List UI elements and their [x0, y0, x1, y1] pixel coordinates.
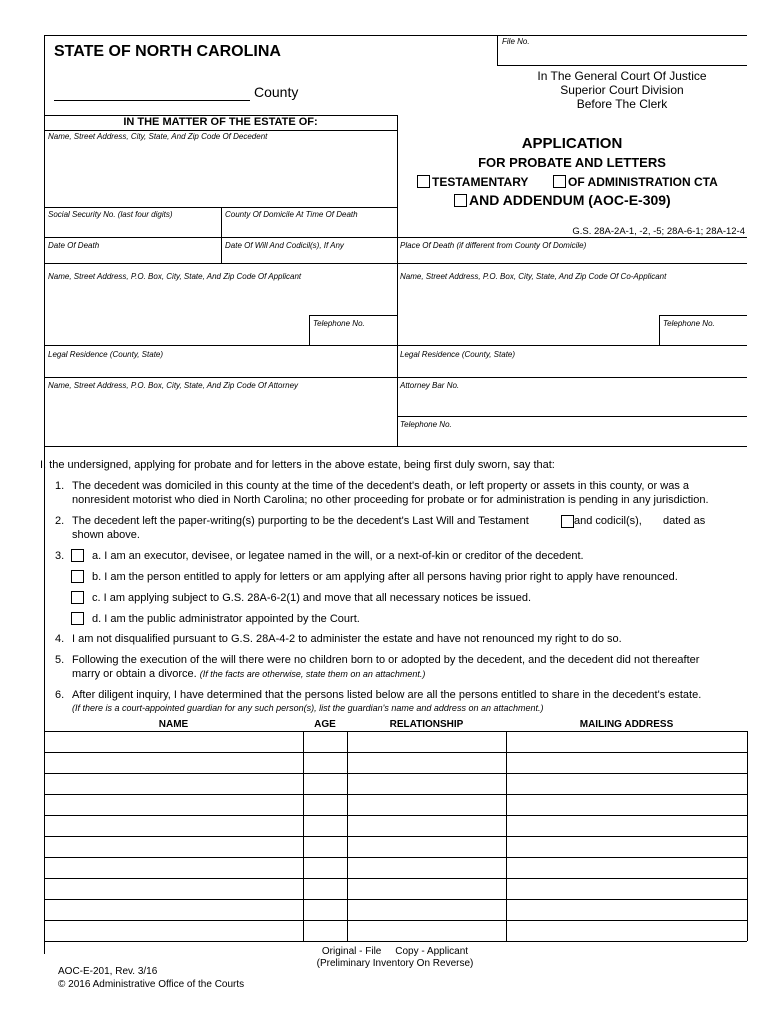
bar-no-label: Attorney Bar No.	[400, 381, 460, 390]
state-title: STATE OF NORTH CAROLINA	[54, 43, 281, 60]
item3a-checkbox[interactable]	[71, 549, 84, 562]
item3b-checkbox[interactable]	[71, 570, 84, 583]
estate-heading: IN THE MATTER OF THE ESTATE OF:	[123, 116, 318, 128]
date-of-will-label: Date Of Will And Codicil(s), If Any	[225, 241, 344, 250]
coapplicant-label: Name, Street Address, P.O. Box, City, State, And Zip Code Of Co-Applicant	[400, 272, 667, 281]
court-line-2: Superior Court Division	[560, 83, 684, 97]
domicile-label: County Of Domicile At Time Of Death	[225, 210, 358, 219]
item3d-text: d. I am the public administrator appointed by the Court.	[92, 613, 360, 625]
dated-as-label: dated as	[663, 515, 706, 527]
item5-note: (If the facts are otherwise, state them on an attachment.)	[199, 669, 426, 679]
item2-line2: shown above.	[72, 529, 140, 541]
item1-line1: The decedent was domiciled in this county at the time of the decedent's death, or left property or assets in this county, or was a	[72, 480, 690, 492]
item2-line1: The decedent left the paper-writing(s) purporting to be the decedent's Last Will and Testament	[72, 515, 529, 527]
file-no-label: File No.	[502, 37, 530, 46]
county-field-line[interactable]	[54, 100, 250, 101]
decedent-field[interactable]	[45, 145, 396, 205]
item1-number: 1.	[55, 480, 65, 492]
item3b-text: b. I am the person entitled to apply for letters or am applying after all persons having prior right to apply have renounced.	[92, 571, 678, 583]
item5-line1: Following the execution of the will there were no children born to or adopted by the decedent, and the decedent did not thereafter	[72, 654, 700, 666]
administration-cta-label: OF ADMINISTRATION CTA	[568, 175, 718, 189]
applicant-residence-label: Legal Residence (County, State)	[48, 350, 164, 359]
col-header-name: NAME	[158, 719, 189, 730]
place-of-death-label: Place Of Death (if different from County Of Domicile)	[400, 241, 587, 250]
copies-line1: Original - File Copy - Applicant	[321, 946, 469, 957]
decedent-label: Name, Street Address, City, State, And Zip Code Of Decedent	[48, 132, 268, 141]
intro-text: I, the undersigned, applying for probate and for letters in the above estate, being first duly sworn, say that:	[40, 459, 555, 471]
ssn-label: Social Security No. (last four digits)	[48, 210, 173, 219]
codicil-checkbox[interactable]	[561, 515, 574, 528]
item5-line2	[72, 668, 425, 680]
form-title-line2: FOR PROBATE AND LETTERS	[478, 155, 666, 170]
copyright: © 2016 Administrative Office of the Courts	[58, 979, 245, 990]
applicant-telephone-label: Telephone No.	[313, 319, 365, 328]
coapplicant-residence-label: Legal Residence (County, State)	[400, 350, 516, 359]
item2-number: 2.	[55, 515, 65, 527]
attorney-label: Name, Street Address, P.O. Box, City, State, And Zip Code Of Attorney	[48, 381, 299, 390]
form-number: AOC-E-201, Rev. 3/16	[58, 966, 158, 977]
copies-note	[270, 946, 520, 970]
item3c-text: c. I am applying subject to G.S. 28A-6-2(1) and move that all necessary notices be issued.	[92, 592, 532, 604]
addendum-checkbox[interactable]	[454, 194, 467, 207]
addendum-label: AND ADDENDUM (AOC-E-309)	[469, 192, 671, 208]
heirs-table-entry-area[interactable]	[45, 732, 746, 940]
col-header-age: AGE	[314, 719, 336, 730]
applicant-field[interactable]	[45, 284, 396, 314]
item3a-text: a. I am an executor, devisee, or legatee named in the will, or a next-of-kin or creditor of the decedent.	[92, 550, 584, 562]
item6-number: 6.	[55, 689, 65, 701]
statutes: G.S. 28A-2A-1, -2, -5; 28A-6-1; 28A-12-4	[572, 226, 745, 237]
item5-number: 5.	[55, 654, 65, 666]
coapplicant-field[interactable]	[398, 284, 746, 314]
item3-number: 3.	[55, 550, 65, 562]
col-header-relationship: RELATIONSHIP	[389, 719, 464, 730]
item1-line2: nonresident motorist who died in North Carolina; no other proceeding for probate or for administration is pending in any jurisdiction.	[72, 494, 709, 506]
codicil-label: and codicil(s),	[574, 515, 642, 527]
court-info	[497, 69, 747, 111]
court-line-3: Before The Clerk	[576, 97, 668, 111]
item3c-checkbox[interactable]	[71, 591, 84, 604]
court-line-1: In The General Court Of Justice	[537, 69, 707, 83]
date-of-death-label: Date Of Death	[48, 241, 100, 250]
copies-line2: (Preliminary Inventory On Reverse)	[316, 958, 474, 969]
item5-line2-text: marry or obtain a divorce.	[72, 668, 197, 680]
testamentary-checkbox[interactable]	[417, 175, 430, 188]
administration-cta-checkbox[interactable]	[553, 175, 566, 188]
item6-line1: After diligent inquiry, I have determined that the persons listed below are all the persons entitled to share in the decedent's estate.	[72, 689, 702, 701]
applicant-label: Name, Street Address, P.O. Box, City, State, And Zip Code Of Applicant	[48, 272, 302, 281]
item3d-checkbox[interactable]	[71, 612, 84, 625]
county-label: County	[254, 84, 299, 100]
item4-text: I am not disqualified pursuant to G.S. 28A-4-2 to administer the estate and have not renounced my right to do so.	[72, 633, 622, 645]
coapplicant-telephone-label: Telephone No.	[663, 319, 715, 328]
item6-note: (If there is a court-appointed guardian for any such person(s), list the guardian's name and address on an attachment.)	[72, 703, 544, 713]
testamentary-label: TESTAMENTARY	[432, 175, 529, 189]
form-title-line1: APPLICATION	[521, 135, 623, 152]
item4-number: 4.	[55, 633, 65, 645]
col-header-mailing-address: MAILING ADDRESS	[579, 719, 674, 730]
attorney-telephone-label: Telephone No.	[400, 420, 452, 429]
